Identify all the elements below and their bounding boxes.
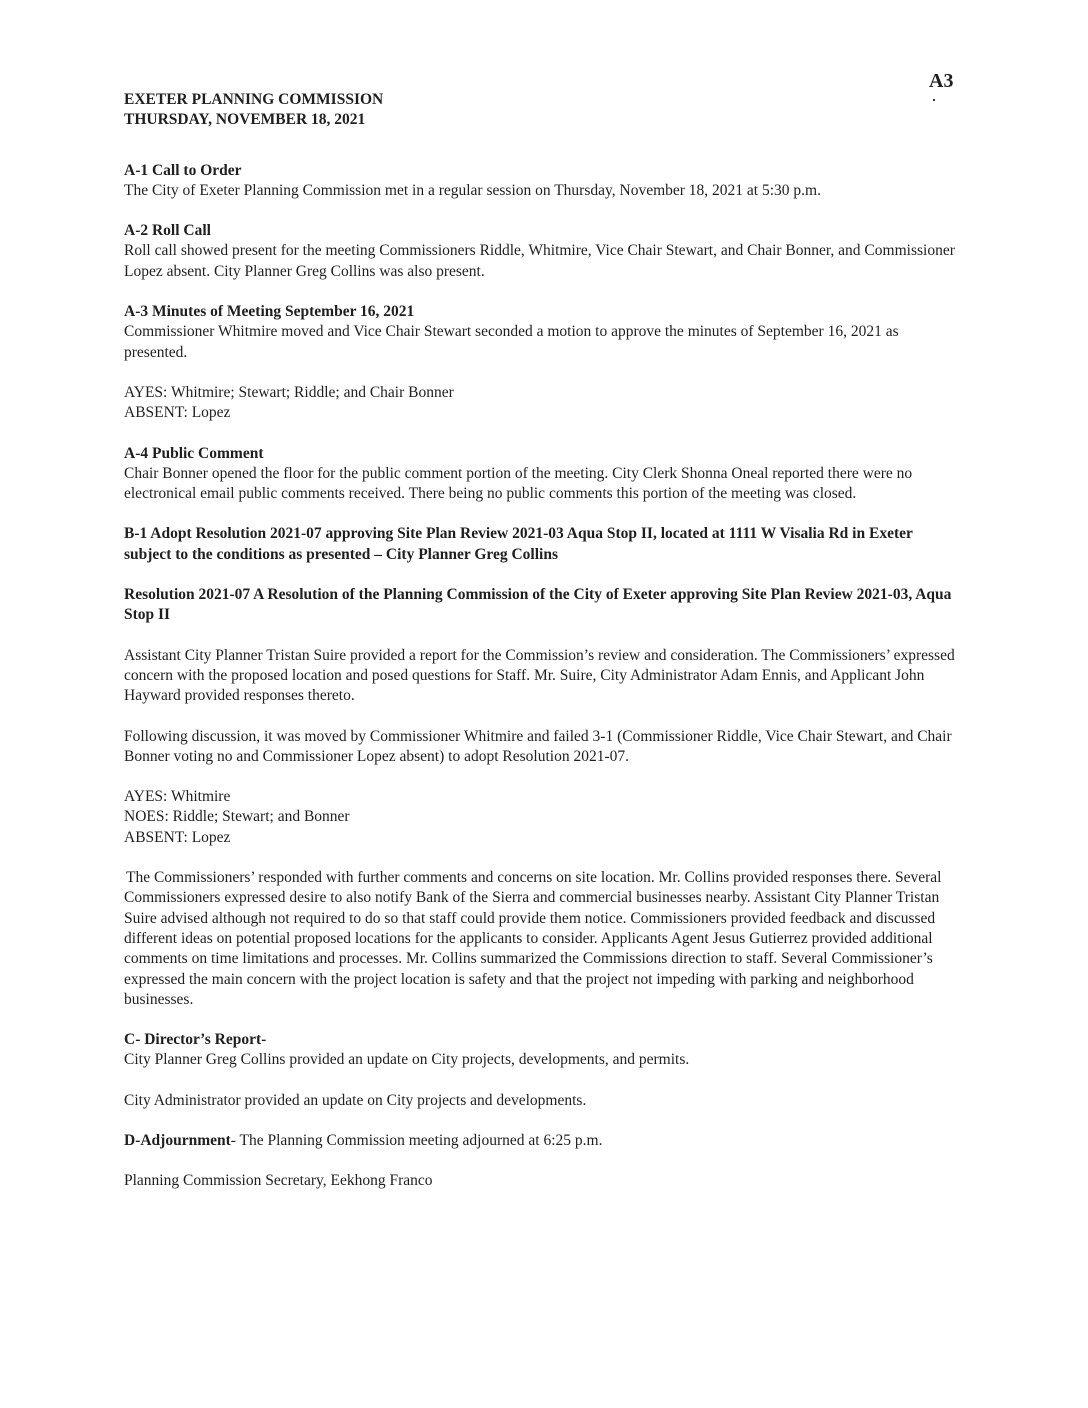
minutes-document (124, 90, 962, 1192)
b1-motion: Following discussion, it was moved by Commissioner Whitmire and failed 3-1 (Commissioner Riddle, Vice Chair Stewart, and Chair Bonner voting no and Commissioner Lopez absent) to adopt Resolution 2021-07. (124, 727, 952, 765)
public-comment-heading: A-4 Public Comment (124, 444, 264, 462)
b1-heading: B-1 Adopt Resolution 2021-07 approving Site Plan Review 2021-03 Aqua Stop II, located at 1111 W Visalia Rd in Exeter subject to the conditions as presented – City Planner Greg Collins (124, 525, 913, 563)
page-label: A3 (929, 70, 954, 92)
secretary-signature-line: Planning Commission Secretary, Eekhong Franco (124, 1172, 433, 1190)
b1-followup: The Commissioners’ responded with further comments and concerns on site location. Mr. Collins provided responses there. Several Commissioners expressed desire to also notify Bank of the Sierra and commercial businesses nearby. Assistant City Planner Tristan Suire advised although not required to do so that staff could provide them notice. Commissioners provided feedback and discussed different ideas on potential proposed locations for the applicants to consider. Applicants Agent Jesus Gutierrez provided additional comments on time limitations and processes. Mr. Collins summarized the Commissions direction to staff. Several Commissioner’s expressed the main concern with the project location is safety and that the project not impeding with parking and neighborhood businesses. (124, 869, 942, 1008)
directors-report-heading: C- Director’s Report- (124, 1031, 267, 1049)
commission-title: EXETER PLANNING COMMISSION (124, 91, 384, 108)
directors-report-text-1: City Planner Greg Collins provided an update on City projects, developments, and permits. (124, 1051, 690, 1069)
roll-call-heading: A-2 Roll Call (124, 222, 211, 240)
minutes-text: Commissioner Whitmire moved and Vice Chair Stewart seconded a motion to approve the minutes of September 16, 2021 as presented. (124, 323, 899, 361)
meeting-date: THURSDAY, NOVEMBER 18, 2021 (124, 111, 366, 129)
minutes-absent: ABSENT: Lopez (124, 404, 231, 422)
directors-report-text-2: City Administrator provided an update on City projects and developments. (124, 1091, 587, 1109)
adjournment-text: - The Planning Commission meeting adjourned at 6:25 p.m. (230, 1131, 603, 1149)
call-to-order-heading: A-1 Call to Order (124, 161, 242, 179)
public-comment-text: Chair Bonner opened the floor for the public comment portion of the meeting. City Clerk Shonna Oneal reported there were no electronical email public comments received. There being no public comments this portion of the meeting was closed. (124, 464, 913, 503)
b1-noes: NOES: Riddle; Stewart; and Bonner (124, 808, 350, 826)
b1-ayes: AYES: Whitmire (124, 788, 231, 806)
minutes-heading: A-3 Minutes of Meeting September 16, 2021 (124, 303, 415, 321)
b1-absent: ABSENT: Lopez (124, 828, 231, 846)
adjournment-line (124, 1131, 962, 1151)
minutes-ayes: AYES: Whitmire; Stewart; Riddle; and Chair Bonner (124, 383, 454, 401)
resolution-heading: Resolution 2021-07 A Resolution of the Planning Commission of the City of Exeter approving Site Plan Review 2021-03, Aqua Stop II (124, 586, 952, 624)
adjournment-heading: D-Adjournment (124, 1131, 231, 1149)
call-to-order-text: The City of Exeter Planning Commission met in a regular session on Thursday, November 18, 2021 at 5:30 p.m. (124, 181, 821, 199)
roll-call-text: Roll call showed present for the meeting Commissioners Riddle, Whitmire, Vice Chair Stewart, and Chair Bonner, and Commissioner Lopez absent. City Planner Greg Collins was also present. (124, 242, 955, 280)
b1-report: Assistant City Planner Tristan Suire provided a report for the Commission’s review and consideration. The Commissioners’ expressed concern with the proposed location and posed questions for Staff. Mr. Suire, City Administrator Adam Ennis, and Applicant John Hayward provided responses thereto. (124, 646, 955, 705)
